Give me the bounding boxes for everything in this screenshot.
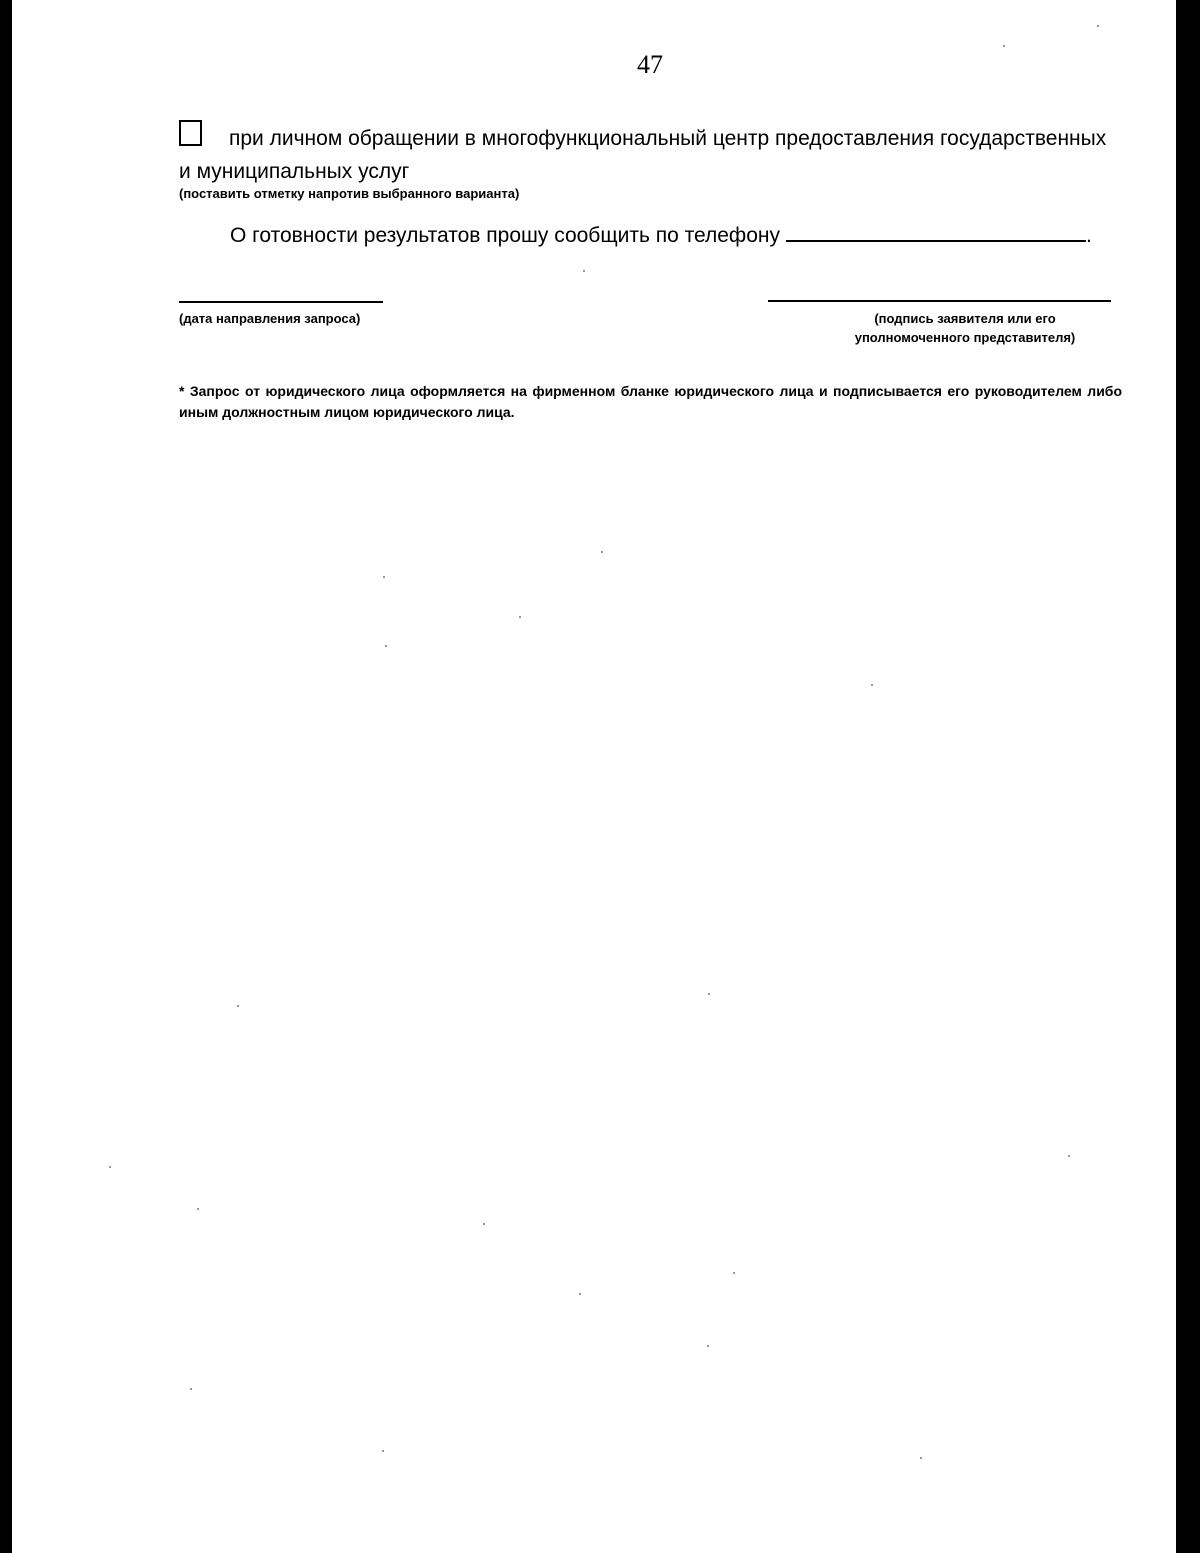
scan-left-edge: [0, 0, 12, 1553]
phone-request-end: .: [1085, 224, 1092, 247]
applicant-signature-line[interactable]: [768, 300, 1111, 302]
scan-right-edge: [1176, 0, 1200, 1553]
signature-label: (подпись заявителя или его уполномоченного представителя): [854, 311, 1076, 345]
date-label: (дата направления запроса): [179, 311, 361, 326]
page-number: 47: [637, 50, 663, 79]
phone-request-line: [230, 218, 1092, 248]
date-signature-line[interactable]: [179, 301, 383, 303]
mfc-option-label: при личном обращении в многофункциональный центр предоставления государственных и муниципальных услуг: [179, 127, 1107, 183]
phone-request-text: О готовности результатов прошу сообщить по телефону: [230, 224, 780, 247]
phone-input-blank[interactable]: [786, 218, 1086, 242]
footnote: * Запрос от юридического лица оформляется на фирменном бланке юридического лица и подписывается его руководителем либо иным должностным лицом юридического лица.: [179, 383, 1122, 420]
selection-hint: (поставить отметку напротив выбранного варианта): [179, 186, 520, 201]
